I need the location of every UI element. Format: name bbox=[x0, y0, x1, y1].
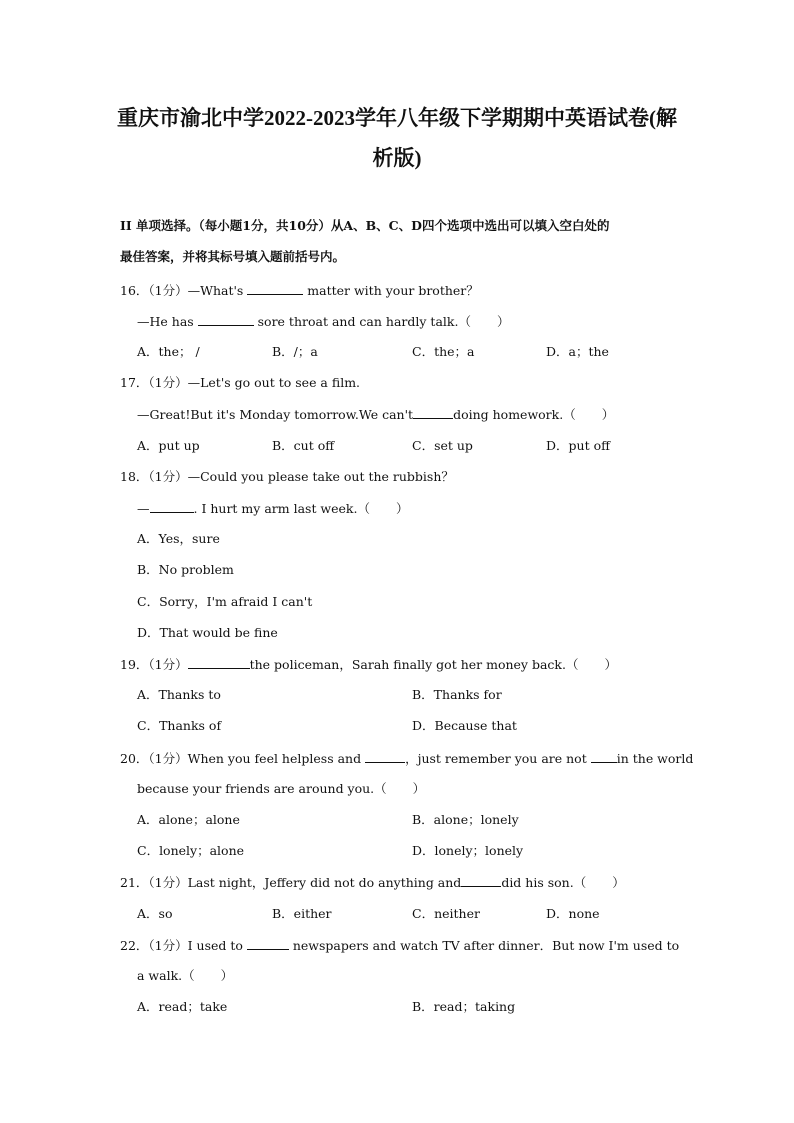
option-c: C．Thanks of bbox=[137, 718, 222, 733]
question-20-line-1: 20．（1分）When you feel helpless and ，just remember you are not in the world bbox=[120, 751, 694, 766]
answer-blank bbox=[150, 500, 194, 513]
option-a: A．read；take bbox=[137, 999, 228, 1014]
section-instruction-line-1: II 单项选择。（每小题1分，共10分）从A、B、C、D四个选项中选出可以填入空白处的 bbox=[120, 218, 610, 233]
answer-blank bbox=[591, 750, 617, 763]
question-number: 20．（1分） bbox=[120, 751, 188, 766]
answer-blank bbox=[461, 874, 501, 887]
answer-blank bbox=[198, 313, 254, 326]
option-a: A．put up bbox=[137, 438, 200, 453]
option-a: A．Yes，sure bbox=[137, 531, 220, 546]
question-17-line-2: —Great!But it's Monday tomorrow.We can't doing homework.（ ） bbox=[137, 407, 615, 422]
answer-blank bbox=[365, 750, 405, 763]
question-number: 19．（1分） bbox=[120, 657, 188, 672]
option-c: C．lonely；alone bbox=[137, 843, 245, 858]
option-c: C．the；a bbox=[412, 344, 475, 359]
question-16-line-2: —He has sore throat and can hardly talk.（ ） bbox=[137, 314, 510, 329]
option-b: B．No problem bbox=[137, 562, 234, 577]
question-18-line-1: 18．（1分）—Could you please take out the rubbish？ bbox=[120, 469, 454, 484]
question-16-line-1: 16．（1分）—What's matter with your brother？ bbox=[120, 283, 479, 298]
option-b: B．/；a bbox=[272, 344, 318, 359]
option-c: C．neither bbox=[412, 906, 480, 921]
question-20-line-2: because your friends are around you.（ ） bbox=[137, 781, 426, 796]
option-a: A．so bbox=[137, 906, 173, 921]
option-c: C．set up bbox=[412, 438, 473, 453]
answer-blank bbox=[413, 406, 453, 419]
option-d: D．put off bbox=[546, 438, 610, 453]
section-instruction-line-2: 最佳答案，并将其标号填入题前括号内。 bbox=[120, 249, 346, 264]
answer-blank bbox=[247, 282, 303, 295]
page-title-line-2: 析版) bbox=[372, 146, 422, 170]
question-21-line-1: 21．（1分）Last night，Jeffery did not do anything and did his son.（ ） bbox=[120, 875, 625, 890]
question-22-line-1: 22．（1分）I used to newspapers and watch TV after dinner．But now I'm used to bbox=[120, 938, 680, 953]
option-b: B．alone；lonely bbox=[412, 812, 519, 827]
page-title-line-1: 重庆市渝北中学2022-2023学年八年级下学期期中英语试卷(解 bbox=[117, 106, 677, 130]
answer-blank bbox=[247, 937, 289, 950]
option-a: A．alone；alone bbox=[137, 812, 240, 827]
question-22-line-2: a walk.（ ） bbox=[137, 968, 234, 983]
option-d: D．a；the bbox=[546, 344, 609, 359]
option-b: B．Thanks for bbox=[412, 687, 502, 702]
option-b: B．cut off bbox=[272, 438, 335, 453]
option-a: A．the； / bbox=[137, 344, 200, 359]
question-number: 18．（1分） bbox=[120, 469, 188, 484]
question-17-line-1: 17．（1分）—Let's go out to see a film. bbox=[120, 375, 361, 390]
question-number: 16．（1分） bbox=[120, 283, 188, 298]
answer-blank bbox=[188, 656, 250, 669]
question-number: 21．（1分） bbox=[120, 875, 188, 890]
option-c: C．Sorry，I'm afraid I can't bbox=[137, 594, 313, 609]
question-number: 17．（1分） bbox=[120, 375, 188, 390]
question-18-line-2: — . I hurt my arm last week.（ ） bbox=[137, 501, 409, 516]
option-a: A．Thanks to bbox=[137, 687, 221, 702]
option-b: B．read；taking bbox=[412, 999, 516, 1014]
question-number: 22．（1分） bbox=[120, 938, 188, 953]
question-19-line-1: 19．（1分） the policeman，Sarah finally got her money back.（ ） bbox=[120, 657, 617, 672]
option-d: D．That would be fine bbox=[137, 625, 278, 640]
option-b: B．either bbox=[272, 906, 332, 921]
option-d: D．none bbox=[546, 906, 600, 921]
option-d: D．Because that bbox=[412, 718, 517, 733]
option-d: D．lonely；lonely bbox=[412, 843, 524, 858]
